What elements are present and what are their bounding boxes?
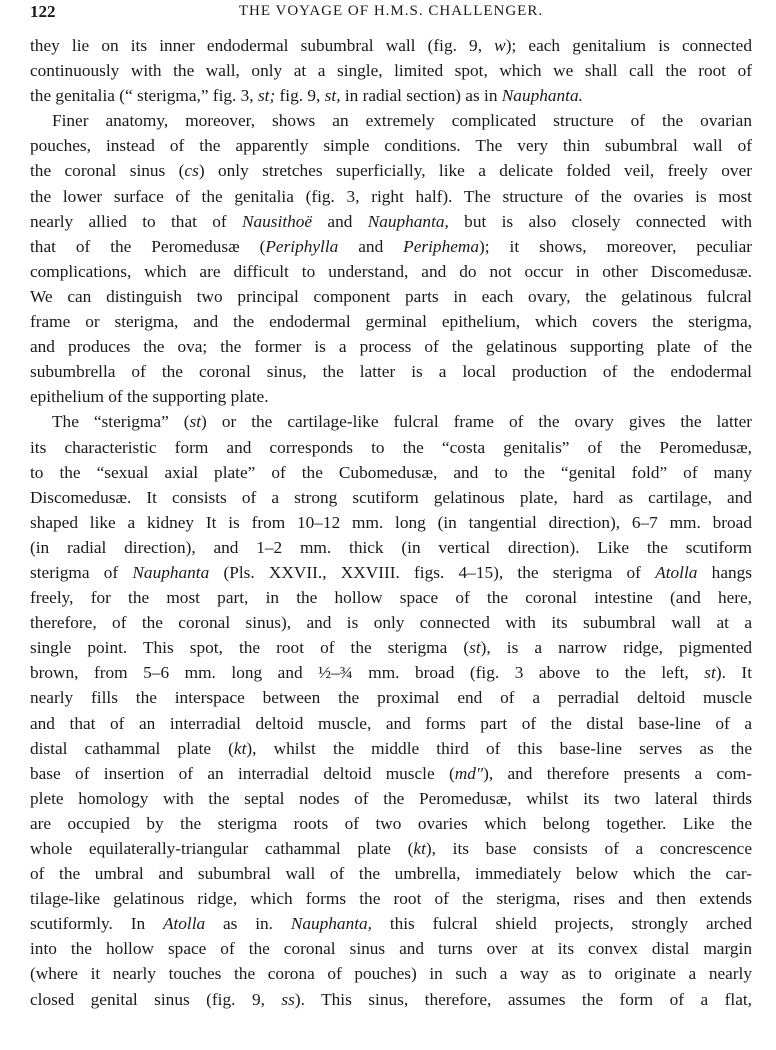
italic-text: ss bbox=[281, 989, 295, 1009]
text-line bbox=[30, 510, 752, 535]
text-segment: We can distinguish two principal component parts in each ovary, the gelatinous fulcral bbox=[30, 286, 752, 306]
text-segment: and bbox=[338, 236, 404, 256]
italic-text: kt bbox=[233, 738, 247, 758]
text-segment: ). This sinus, therefore, assumes the form of a flat, bbox=[294, 989, 752, 1009]
italic-text: st bbox=[704, 663, 716, 683]
italic-text: st; bbox=[257, 86, 276, 106]
text-segment: ), is a narrow ridge, pigmented bbox=[480, 638, 752, 658]
text-segment: nearly allied to that of bbox=[30, 211, 242, 231]
text-segment: shaped like a kidney It is from 10–12 mm. long (in tangential direction), 6–7 mm. broad bbox=[30, 512, 752, 532]
text-segment: and produces the ova; the former is a process of the gelatinous supporting plate of the bbox=[30, 337, 752, 357]
text-line bbox=[30, 334, 752, 359]
text-segment: in radial section) as in bbox=[340, 86, 502, 106]
text-segment: ); it shows, moreover, peculiar bbox=[479, 236, 752, 256]
page-number: 122 bbox=[30, 2, 56, 21]
text-line bbox=[30, 560, 752, 585]
text-segment: as in. bbox=[205, 914, 291, 934]
text-line bbox=[30, 33, 752, 58]
text-segment: ) or the cartilage-like fulcral frame of the ovary gives the latter bbox=[201, 412, 752, 432]
italic-text: st bbox=[189, 412, 202, 432]
text-segment: are occupied by the sterigma roots of two ovaries which belong together. Like the bbox=[30, 813, 752, 833]
italic-text: Periphema bbox=[403, 236, 479, 256]
text-segment: closed genital sinus (fig. 9, bbox=[30, 989, 282, 1009]
italic-text: Atolla bbox=[655, 562, 698, 582]
italic-text: Atolla bbox=[162, 914, 206, 934]
italic-text: cs bbox=[184, 161, 199, 181]
text-line bbox=[30, 911, 752, 936]
text-segment: fig. 9, bbox=[275, 86, 325, 106]
italic-text: w bbox=[494, 36, 506, 55]
text-line bbox=[30, 133, 752, 158]
text-segment: ); each genitalium is connected bbox=[505, 36, 752, 55]
text-segment: The “sterigma” ( bbox=[52, 412, 190, 432]
italic-text: Periphylla bbox=[265, 236, 339, 256]
text-segment: of the umbral and subumbral wall of the umbrella, immediately below which the car- bbox=[30, 864, 752, 884]
text-line bbox=[30, 660, 752, 685]
text-segment: the lower surface of the genitalia (fig. 3, right half). The structure of the ovaries is most bbox=[30, 186, 752, 206]
text-segment: base of insertion of an interradial deltoid muscle ( bbox=[30, 763, 455, 783]
italic-text: Nauphanta. bbox=[501, 86, 583, 106]
text-segment: complications, which are difficult to understand, and do not occur in other Discomedusæ. bbox=[30, 261, 752, 281]
text-segment: and that of an interradial deltoid muscle, and forms part of the distal base-line of a bbox=[30, 713, 752, 733]
text-line bbox=[30, 309, 752, 334]
text-line bbox=[30, 184, 752, 209]
italic-text: md″ bbox=[454, 763, 484, 783]
text-segment: ), and therefore presents a com- bbox=[483, 763, 752, 783]
text-line bbox=[30, 409, 752, 434]
text-line bbox=[30, 209, 752, 234]
running-title: THE VOYAGE OF H.M.S. CHALLENGER. bbox=[238, 3, 544, 19]
text-line bbox=[30, 535, 752, 560]
text-line bbox=[30, 987, 752, 1012]
text-segment: to the “sexual axial plate” of the Cubomedusæ, and to the “genital fold” of many bbox=[30, 462, 752, 482]
text-line bbox=[30, 711, 752, 736]
text-line bbox=[30, 234, 752, 259]
text-segment: (in radial direction), and 1–2 mm. thick (in vertical direction). Like the scutiform bbox=[30, 537, 752, 557]
text-line bbox=[30, 359, 752, 384]
italic-text: Nauphanta, bbox=[290, 914, 372, 934]
text-segment: this fulcral shield projects, strongly arched bbox=[371, 914, 752, 934]
italic-text: kt bbox=[413, 839, 426, 858]
text-segment: pouches, instead of the apparently simple conditions. The very thin subumbral wall of bbox=[30, 136, 752, 156]
italic-text: Nauphanta bbox=[132, 562, 210, 582]
text-segment: frame or sterigma, and the endodermal germinal epithelium, which covers the sterigma, bbox=[30, 312, 752, 332]
text-segment: into the hollow space of the coronal sinus and turns over at its convex distal margin bbox=[30, 939, 752, 959]
text-line bbox=[30, 460, 752, 485]
italic-text: Nausithoë bbox=[241, 211, 313, 231]
text-segment: ), whilst the middle third of this base-line serves as the bbox=[246, 738, 752, 758]
text-line bbox=[30, 811, 752, 836]
text-segment: but is also closely connected with bbox=[448, 211, 752, 231]
text-segment: epithelium of the supporting plate. bbox=[30, 387, 269, 407]
text-segment: subumbrella of the coronal sinus, the latter is a local production of the endodermal bbox=[30, 362, 752, 382]
text-segment: they lie on its inner endodermal subumbral wall (fig. 9, bbox=[30, 36, 495, 55]
page-header bbox=[30, 2, 752, 26]
text-line bbox=[30, 435, 752, 460]
text-segment: plete homology with the septal nodes of the Peromedusæ, whilst its two lateral thirds bbox=[30, 788, 752, 808]
text-line bbox=[30, 635, 752, 660]
text-line bbox=[30, 736, 752, 761]
text-segment: therefore, of the coronal sinus), and is only connected with its subumbral wall at a bbox=[30, 613, 752, 633]
text-line bbox=[30, 786, 752, 811]
text-line bbox=[30, 886, 752, 911]
text-segment: distal cathammal plate ( bbox=[30, 738, 234, 758]
body-text bbox=[30, 33, 752, 1012]
text-line bbox=[30, 936, 752, 961]
text-segment: continuously with the wall, only at a single, limited spot, which we shall call the root of bbox=[30, 61, 752, 81]
text-line bbox=[30, 485, 752, 510]
italic-text: st bbox=[469, 638, 481, 658]
text-segment: nearly fills the interspace between the proximal end of a perradial deltoid muscle bbox=[30, 688, 752, 708]
text-segment: that of the Peromedusæ ( bbox=[30, 236, 266, 256]
text-line bbox=[30, 83, 752, 108]
text-segment: ), its base consists of a concrescence bbox=[425, 839, 752, 858]
text-line bbox=[30, 384, 752, 409]
text-line bbox=[30, 585, 752, 610]
text-segment: whole equilaterally-triangular cathammal plate ( bbox=[30, 839, 414, 858]
text-segment: (where it nearly touches the corona of pouches) in such a way as to originate a nearly bbox=[30, 964, 752, 984]
italic-text: Nauphanta, bbox=[367, 211, 449, 231]
text-line bbox=[30, 685, 752, 710]
text-line bbox=[30, 158, 752, 183]
text-segment: single point. This spot, the root of the sterigma ( bbox=[30, 638, 470, 658]
text-line bbox=[30, 961, 752, 986]
text-line bbox=[30, 284, 752, 309]
text-segment: sterigma of bbox=[30, 562, 133, 582]
text-line bbox=[30, 58, 752, 83]
text-line bbox=[30, 761, 752, 786]
text-line bbox=[30, 610, 752, 635]
text-segment: the coronal sinus ( bbox=[30, 161, 185, 181]
text-segment: brown, from 5–6 mm. long and ½–¾ mm. broad (fig. 3 above to the left, bbox=[30, 663, 705, 683]
text-line bbox=[30, 108, 752, 133]
text-segment: the genitalia (“ sterigma,” fig. 3, bbox=[30, 86, 258, 106]
text-line bbox=[30, 861, 752, 886]
text-segment: ). It bbox=[715, 663, 752, 683]
text-segment: ) only stretches superficially, like a delicate folded veil, freely over bbox=[198, 161, 752, 181]
text-segment: Finer anatomy, moreover, shows an extremely complicated structure of the ovarian bbox=[52, 111, 752, 131]
text-line bbox=[30, 836, 752, 861]
text-segment: tilage-like gelatinous ridge, which forms the root of the sterigma, rises and then extends bbox=[30, 889, 752, 909]
text-line bbox=[30, 259, 752, 284]
text-segment: hangs bbox=[697, 562, 752, 582]
text-segment: Discomedusæ. It consists of a strong scutiform gelatinous plate, hard as cartilage, and bbox=[30, 487, 752, 507]
italic-text: st, bbox=[324, 86, 341, 106]
text-segment: scutiformly. In bbox=[30, 914, 163, 934]
text-segment: (Pls. XXVII., XXVIII. figs. 4–15), the sterigma of bbox=[209, 562, 656, 582]
text-segment: its characteristic form and corresponds to the “costa genitalis” of the Peromedusæ, bbox=[30, 437, 752, 457]
text-segment: and bbox=[312, 211, 368, 231]
text-segment: freely, for the most part, in the hollow space of the coronal intestine (and here, bbox=[30, 588, 752, 608]
